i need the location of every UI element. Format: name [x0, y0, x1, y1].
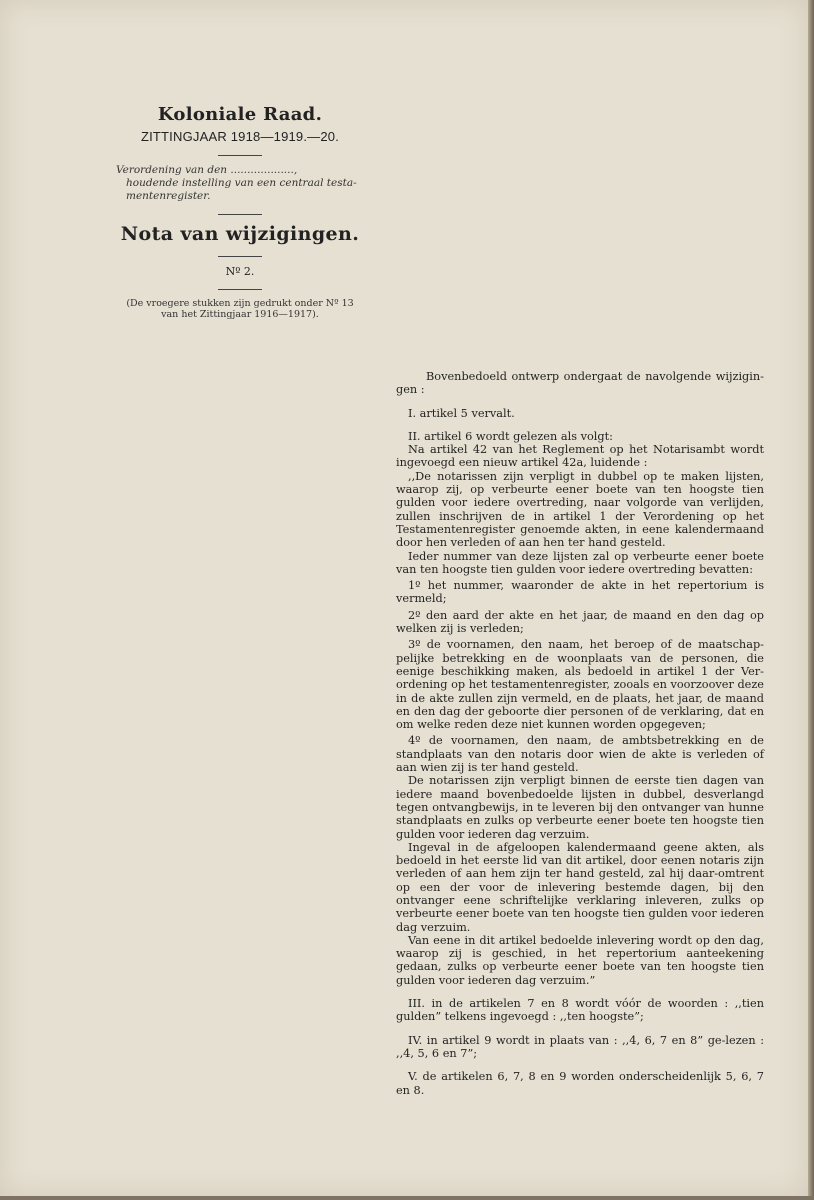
amendment-2-item: 4º de voornamen, den naam, de ambtsbetrekking en de standplaats van den notaris door wien de akte is verleden of aan wien zij is ter hand gesteld. [396, 734, 764, 775]
amendment-2-paragraph: ,,De notarissen zijn verpligt in dubbel op te maken lijsten, waarop zij, op verbeurte eener boete van ten hoogste tien gulden voor iedere overtreding, naar volgorde van verlijden, zullen inschrijven de in artikel 1 der Verordening op het Testamentenregister genoemde akten, in eene kalendermaand door hen verleden of aan hen ter hand gesteld. [396, 469, 764, 550]
amendment-2: II. artikel 6 wordt gelezen als volgt: [408, 429, 613, 443]
page-edge-bottom [0, 1196, 814, 1200]
prior-note-line-1: (De vroegere stukken zijn gedrukt onder Nº 13 [126, 298, 354, 309]
ordinance-line-2: houdende instelling van een centraal testa- [126, 177, 357, 189]
amendment-2-paragraph: De notarissen zijn verpligt binnen de eerste tien dagen van iedere maand bovenbedoelde lijsten in dubbel, desverlangd tegen ontvangbewijs, in te leveren bij den ontvanger van hunne standplaats en zulks op verbeurte eener boete ten hoogste tien gulden voor iederen dag verzuim. [396, 774, 764, 841]
document-title: Nota van wijzigingen. [120, 223, 360, 245]
amendment-3: III. in de artikelen 7 en 8 wordt vóór de woorden : ,,tien gulden” telkens ingevoegd : ,,ten hoogste”; [396, 997, 764, 1024]
ordinance-line-1: Verordening van den ..................., [116, 164, 298, 176]
divider [218, 256, 262, 257]
divider [218, 289, 262, 290]
ordinance-line-3: mentenregister. [126, 190, 211, 202]
page-edge-right [808, 0, 814, 1200]
document-number: Nº 2. [225, 265, 255, 278]
ordinance-description [116, 164, 370, 203]
amendment-2-paragraph: Ieder nummer van deze lijsten zal op verbeurte eener boete van ten hoogste tien gulden voor iedere overtreding bevatten: [396, 549, 764, 576]
amendment-5: V. de artikelen 6, 7, 8 en 9 worden onderscheidenlijk 5, 6, 7 en 8. [396, 1070, 764, 1097]
amendment-2-item: 2º den aard der akte en het jaar, de maand en den dag op welken zij is verleden; [396, 608, 764, 636]
amendment-2-paragraph: Van eene in dit artikel bedoelde inlevering wordt op den dag, waarop zij is geschied, in het repertorium aanteekening gedaan, zulks op verbeurte eener boete van ten hoogste tien gulden voor iederen dag verzuim.” [396, 933, 764, 987]
prior-note-line-2: van het Zittingjaar 1916—1917). [161, 309, 319, 320]
amendment-2-item: 1º het nummer, waaronder de akte in het repertorium is vermeld; [396, 579, 764, 606]
amendment-2-item: 3º de voornamen, den naam, het beroep of de maatschap-pelijke betrekking en de woonplaats van de personen, die eenige beschikking maken, als bedoeld in artikel 1 der Ver-ordening op het testamentenregister, zooals en voorzoover deze in de akte zullen zijn vermeld, en de plaats, het jaar, de maand en den dag der geboorte dier personen of de verklaring, dat en om welke reden deze niet kunnen worden opgegeven; [396, 638, 764, 732]
prior-documents-note [110, 298, 370, 320]
amendment-1: I. artikel 5 vervalt. [408, 406, 515, 420]
document-header [110, 104, 370, 320]
amendments-body [396, 370, 764, 1097]
intro-paragraph: Bovenbedoeld ontwerp ondergaat de navolgende wijzigin-gen : [396, 370, 764, 397]
amendment-2-paragraph: Na artikel 42 van het Reglement op het Notarisambt wordt ingevoegd een nieuw artikel 42a, luidende : [396, 443, 764, 470]
divider [218, 214, 262, 215]
session-year: ZITTINGJAAR 1918—1919.—20. [140, 129, 340, 144]
amendment-4: IV. in artikel 9 wordt in plaats van : ,,4, 6, 7 en 8” ge-lezen : ,,4, 5, 6 en 7”; [396, 1033, 764, 1060]
amendment-2-paragraph: Ingeval in de afgeloopen kalendermaand geene akten, als bedoeld in het eerste lid van dit artikel, door eenen notaris zijn verleden of aan hem zijn ter hand gesteld, zal hij daar-omtrent op een der voor de inlevering bestemde dagen, bij den ontvanger eene schriftelijke verklaring inleveren, zulks op verbeurte eener boete van ten hoogste tien gulden voor iederen dag verzuim. [396, 840, 764, 934]
divider [218, 155, 262, 156]
council-title: Koloniale Raad. [157, 104, 323, 125]
